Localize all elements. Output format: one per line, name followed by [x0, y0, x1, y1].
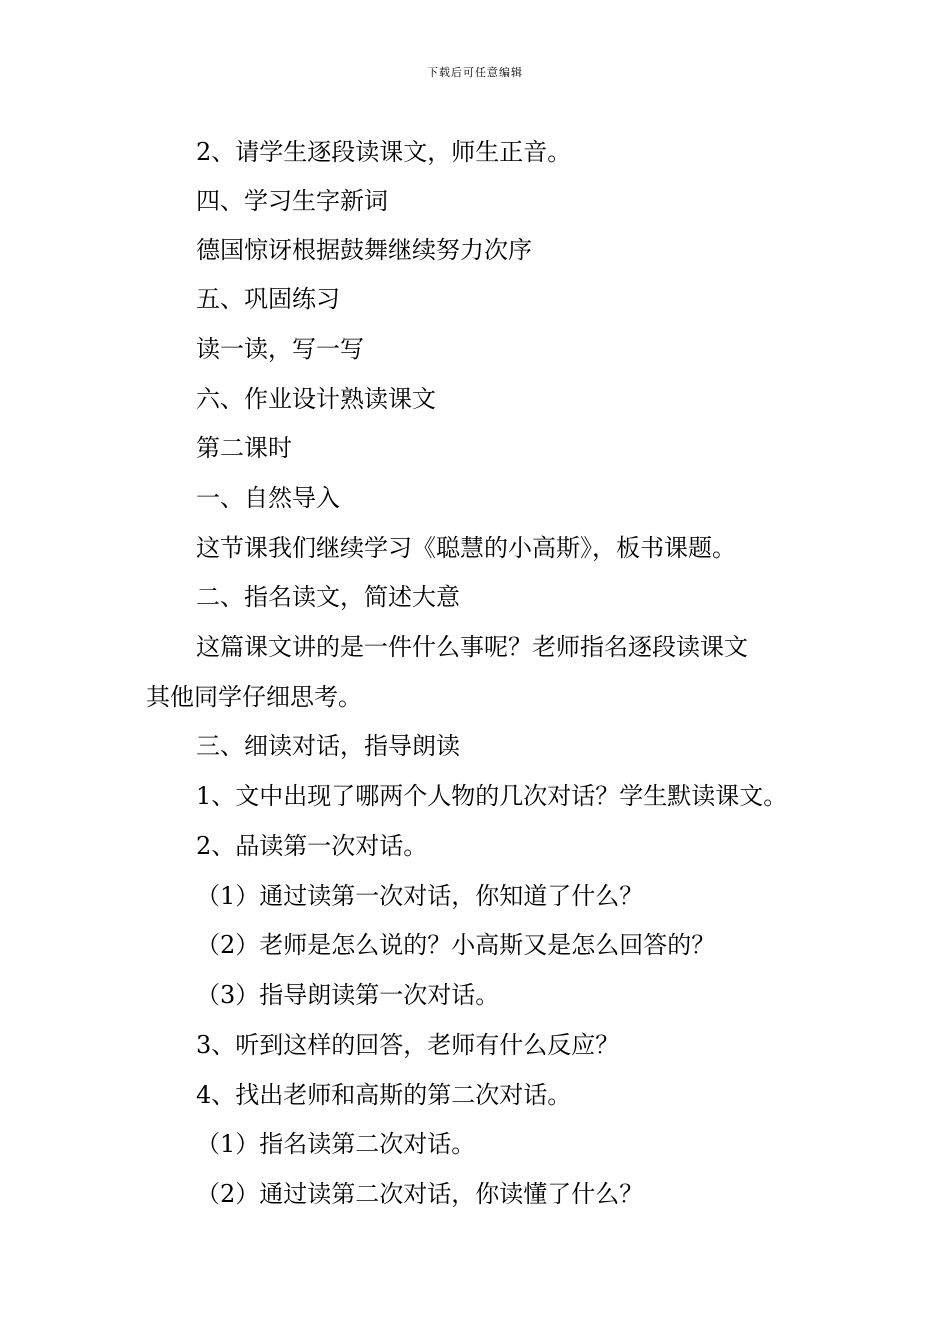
paragraph-line: 2、请学生逐段读课文，师生正音。	[196, 138, 572, 166]
paragraph-line: 读一读，写一写	[196, 335, 364, 363]
paragraph-line: （3）指导朗读第一次对话。	[196, 981, 500, 1009]
paragraph-line: （1）指名读第二次对话。	[196, 1130, 476, 1158]
lesson-heading: 第二课时	[196, 434, 292, 462]
page-header: 下载后可任意编辑	[427, 66, 523, 79]
paragraph-line: 这篇课文讲的是一件什么事呢？老师指名逐段读课文	[196, 633, 748, 661]
paragraph-line: 1、文中出现了哪两个人物的几次对话？学生默读课文。	[196, 782, 788, 810]
section-heading: 五、巩固练习	[196, 285, 340, 313]
paragraph-line: （2）老师是怎么说的？小高斯又是怎么回答的？	[196, 931, 716, 959]
section-heading: 四、学习生字新词	[196, 187, 388, 215]
paragraph-line: 这节课我们继续学习《聪慧的小高斯》，板书课题。	[196, 534, 736, 562]
paragraph-line: 4、找出老师和高斯的第二次对话。	[196, 1081, 572, 1109]
paragraph-line: （1）通过读第一次对话，你知道了什么？	[196, 882, 644, 910]
section-heading: 一、自然导入	[196, 484, 340, 512]
paragraph-line: 2、品读第一次对话。	[196, 832, 428, 860]
section-heading: 六、作业设计熟读课文	[196, 385, 436, 413]
section-heading: 二、指名读文，简述大意	[196, 583, 460, 611]
section-heading: 三、细读对话，指导朗读	[196, 732, 460, 760]
paragraph-line: 其他同学仔细思考。	[146, 683, 362, 711]
paragraph-line: 3、听到这样的回答，老师有什么反应？	[196, 1031, 620, 1059]
paragraph-line: （2）通过读第二次对话，你读懂了什么？	[196, 1180, 644, 1208]
paragraph-line: 德国惊讶根据鼓舞继续努力次序	[196, 236, 532, 264]
